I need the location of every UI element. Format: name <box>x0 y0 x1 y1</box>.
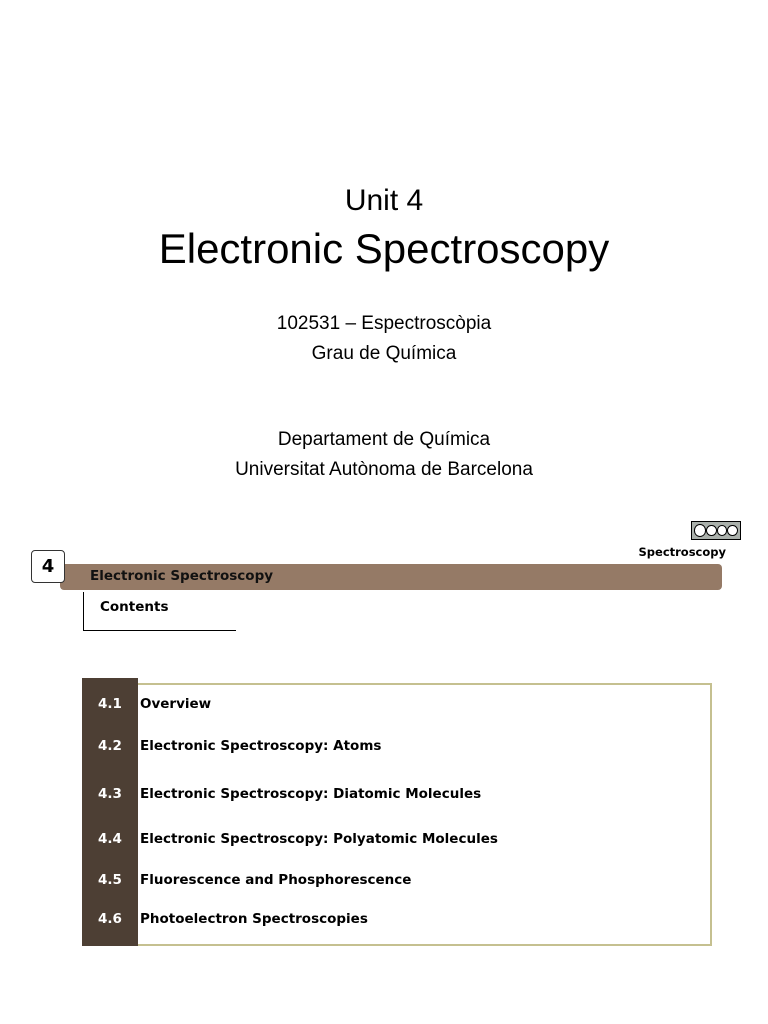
page-title: Electronic Spectroscopy <box>158 225 610 272</box>
toc-item-fluorescence[interactable]: Fluorescence and Phosphorescence <box>140 872 412 888</box>
toc-item-atoms[interactable]: Electronic Spectroscopy: Atoms <box>140 738 382 754</box>
department-name: Departament de Química <box>277 429 491 450</box>
header-band-title: Electronic Spectroscopy <box>90 568 274 584</box>
toc-item-number: 4.6 <box>98 911 122 927</box>
contents-divider-horizontal <box>83 630 236 631</box>
toc-item-number: 4.2 <box>98 738 122 754</box>
degree-name: Grau de Química <box>311 343 457 364</box>
toc-item-number: 4.5 <box>98 872 122 888</box>
toc-item-overview[interactable]: Overview <box>140 696 212 712</box>
sa-icon <box>727 525 738 536</box>
toc-item-number: 4.3 <box>98 786 122 802</box>
cc-icon <box>694 524 706 537</box>
toc-number-column <box>82 678 138 946</box>
university-name: Universitat Autònoma de Barcelona <box>235 459 533 480</box>
toc-frame <box>82 683 712 946</box>
unit-number-badge: 4 <box>31 550 65 583</box>
toc-item-polyatomic[interactable]: Electronic Spectroscopy: Polyatomic Molecules <box>140 831 498 847</box>
toc-item-diatomic[interactable]: Electronic Spectroscopy: Diatomic Molecules <box>140 786 482 802</box>
section-title: Contents <box>100 599 169 615</box>
header-band <box>60 564 722 590</box>
by-icon <box>706 525 717 536</box>
toc-item-number: 4.1 <box>98 696 122 712</box>
header-course-label: Spectroscopy <box>638 545 726 559</box>
unit-label: Unit 4 <box>344 184 424 217</box>
toc-item-number: 4.4 <box>98 831 122 847</box>
creative-commons-license-icon <box>691 521 741 540</box>
nc-icon <box>717 525 728 536</box>
contents-divider-vertical <box>83 592 84 630</box>
course-code: 102531 – Espectroscòpia <box>276 313 492 334</box>
toc-item-photoelectron[interactable]: Photoelectron Spectroscopies <box>140 911 368 927</box>
